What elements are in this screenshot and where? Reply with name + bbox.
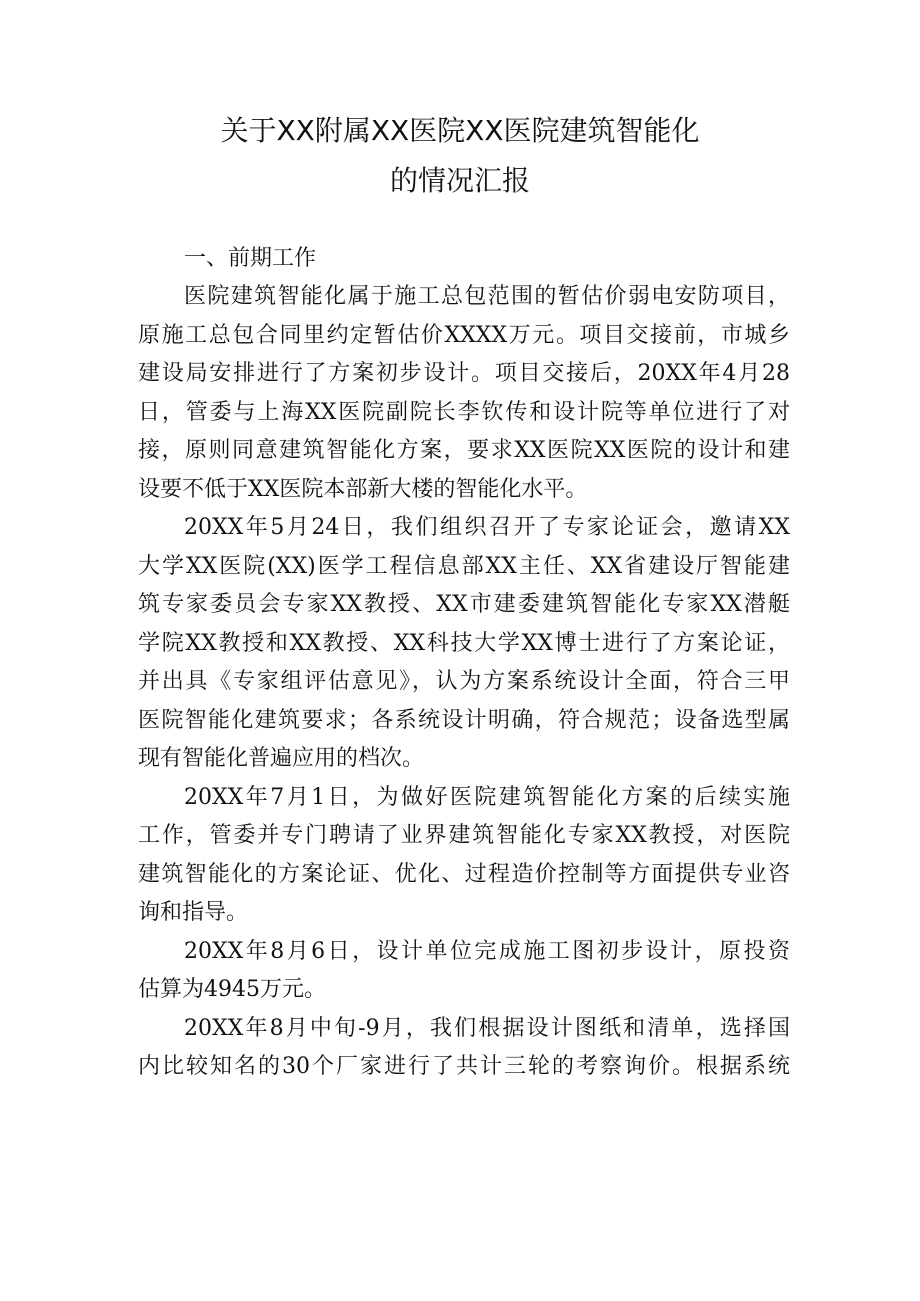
title-line-1: 关于XX附属XX医院XX医院建筑智能化 <box>220 114 700 147</box>
paragraph-list <box>138 278 790 1087</box>
paragraph <box>138 509 790 779</box>
paragraph-line: 现有智能化普遍应用的档次。 <box>138 746 425 771</box>
paragraph <box>138 1010 790 1087</box>
paragraph-line: 学院XX教授和XX教授、XX科技大学XX博士进行了方案论证， <box>138 630 790 656</box>
paragraph-line: 大学XX医院(XX)医学工程信息部XX主任、XX省建设厅智能建 <box>138 553 790 579</box>
paragraph-line: 接，原则同意建筑智能化方案，要求XX医院XX医院的设计和建 <box>138 438 790 463</box>
paragraph-line: 估算为4945万元。 <box>138 977 326 1002</box>
paragraph <box>138 779 790 933</box>
paragraph-line: 建筑智能化的方案论证、优化、过程造价控制等方面提供专业咨 <box>138 861 790 887</box>
paragraph-line: 原施工总包合同里约定暂估价XXXX万元。项目交接前，市城乡 <box>138 322 790 348</box>
paragraph-line: 20XX年8月6日，设计单位完成施工图初步设计，原投资 <box>184 938 790 964</box>
paragraph <box>138 278 790 509</box>
paragraph-line: 医院智能化建筑要求；各系统设计明确，符合规范；设备选型属 <box>138 707 790 733</box>
section-heading: 一、前期工作 <box>184 246 317 271</box>
paragraph <box>138 933 790 1010</box>
paragraph-line: 20XX年5月24日，我们组织召开了专家论证会，邀请XX <box>184 515 790 540</box>
paragraph-line: 20XX年8月中旬-9月，我们根据设计图纸和清单，选择国 <box>184 1015 790 1041</box>
paragraph-line: 询和指导。 <box>138 900 249 925</box>
paragraph-line: 筑专家委员会专家XX教授、XX市建委建筑智能化专家XX潜艇 <box>138 592 790 617</box>
paragraph-line: 20XX年7月1日，为做好医院建筑智能化方案的后续实施 <box>184 784 790 810</box>
paragraph-line: 工作，管委并专门聘请了业界建筑智能化专家XX教授，对医院 <box>138 823 790 848</box>
title-line-2: 的情况汇报 <box>389 164 530 197</box>
paragraph-line: 日，管委与上海XX医院副院长李钦传和设计院等单位进行了对 <box>138 399 790 425</box>
paragraph-line: 设要不低于XX医院本部新大楼的智能化水平。 <box>138 476 588 502</box>
paragraph-line: 建设局安排进行了方案初步设计。项目交接后，20XX年4月28 <box>138 361 790 386</box>
paragraph-line: 医院建筑智能化属于施工总包范围的暂估价弱电安防项目， <box>184 284 790 309</box>
paragraph-line: 内比较知名的30个厂家进行了共计三轮的考察询价。根据系统 <box>138 1054 790 1079</box>
document-title <box>0 106 920 206</box>
paragraph-line: 并出具《专家组评估意见》，认为方案系统设计全面，符合三甲 <box>138 669 790 694</box>
document-body <box>138 240 790 1087</box>
